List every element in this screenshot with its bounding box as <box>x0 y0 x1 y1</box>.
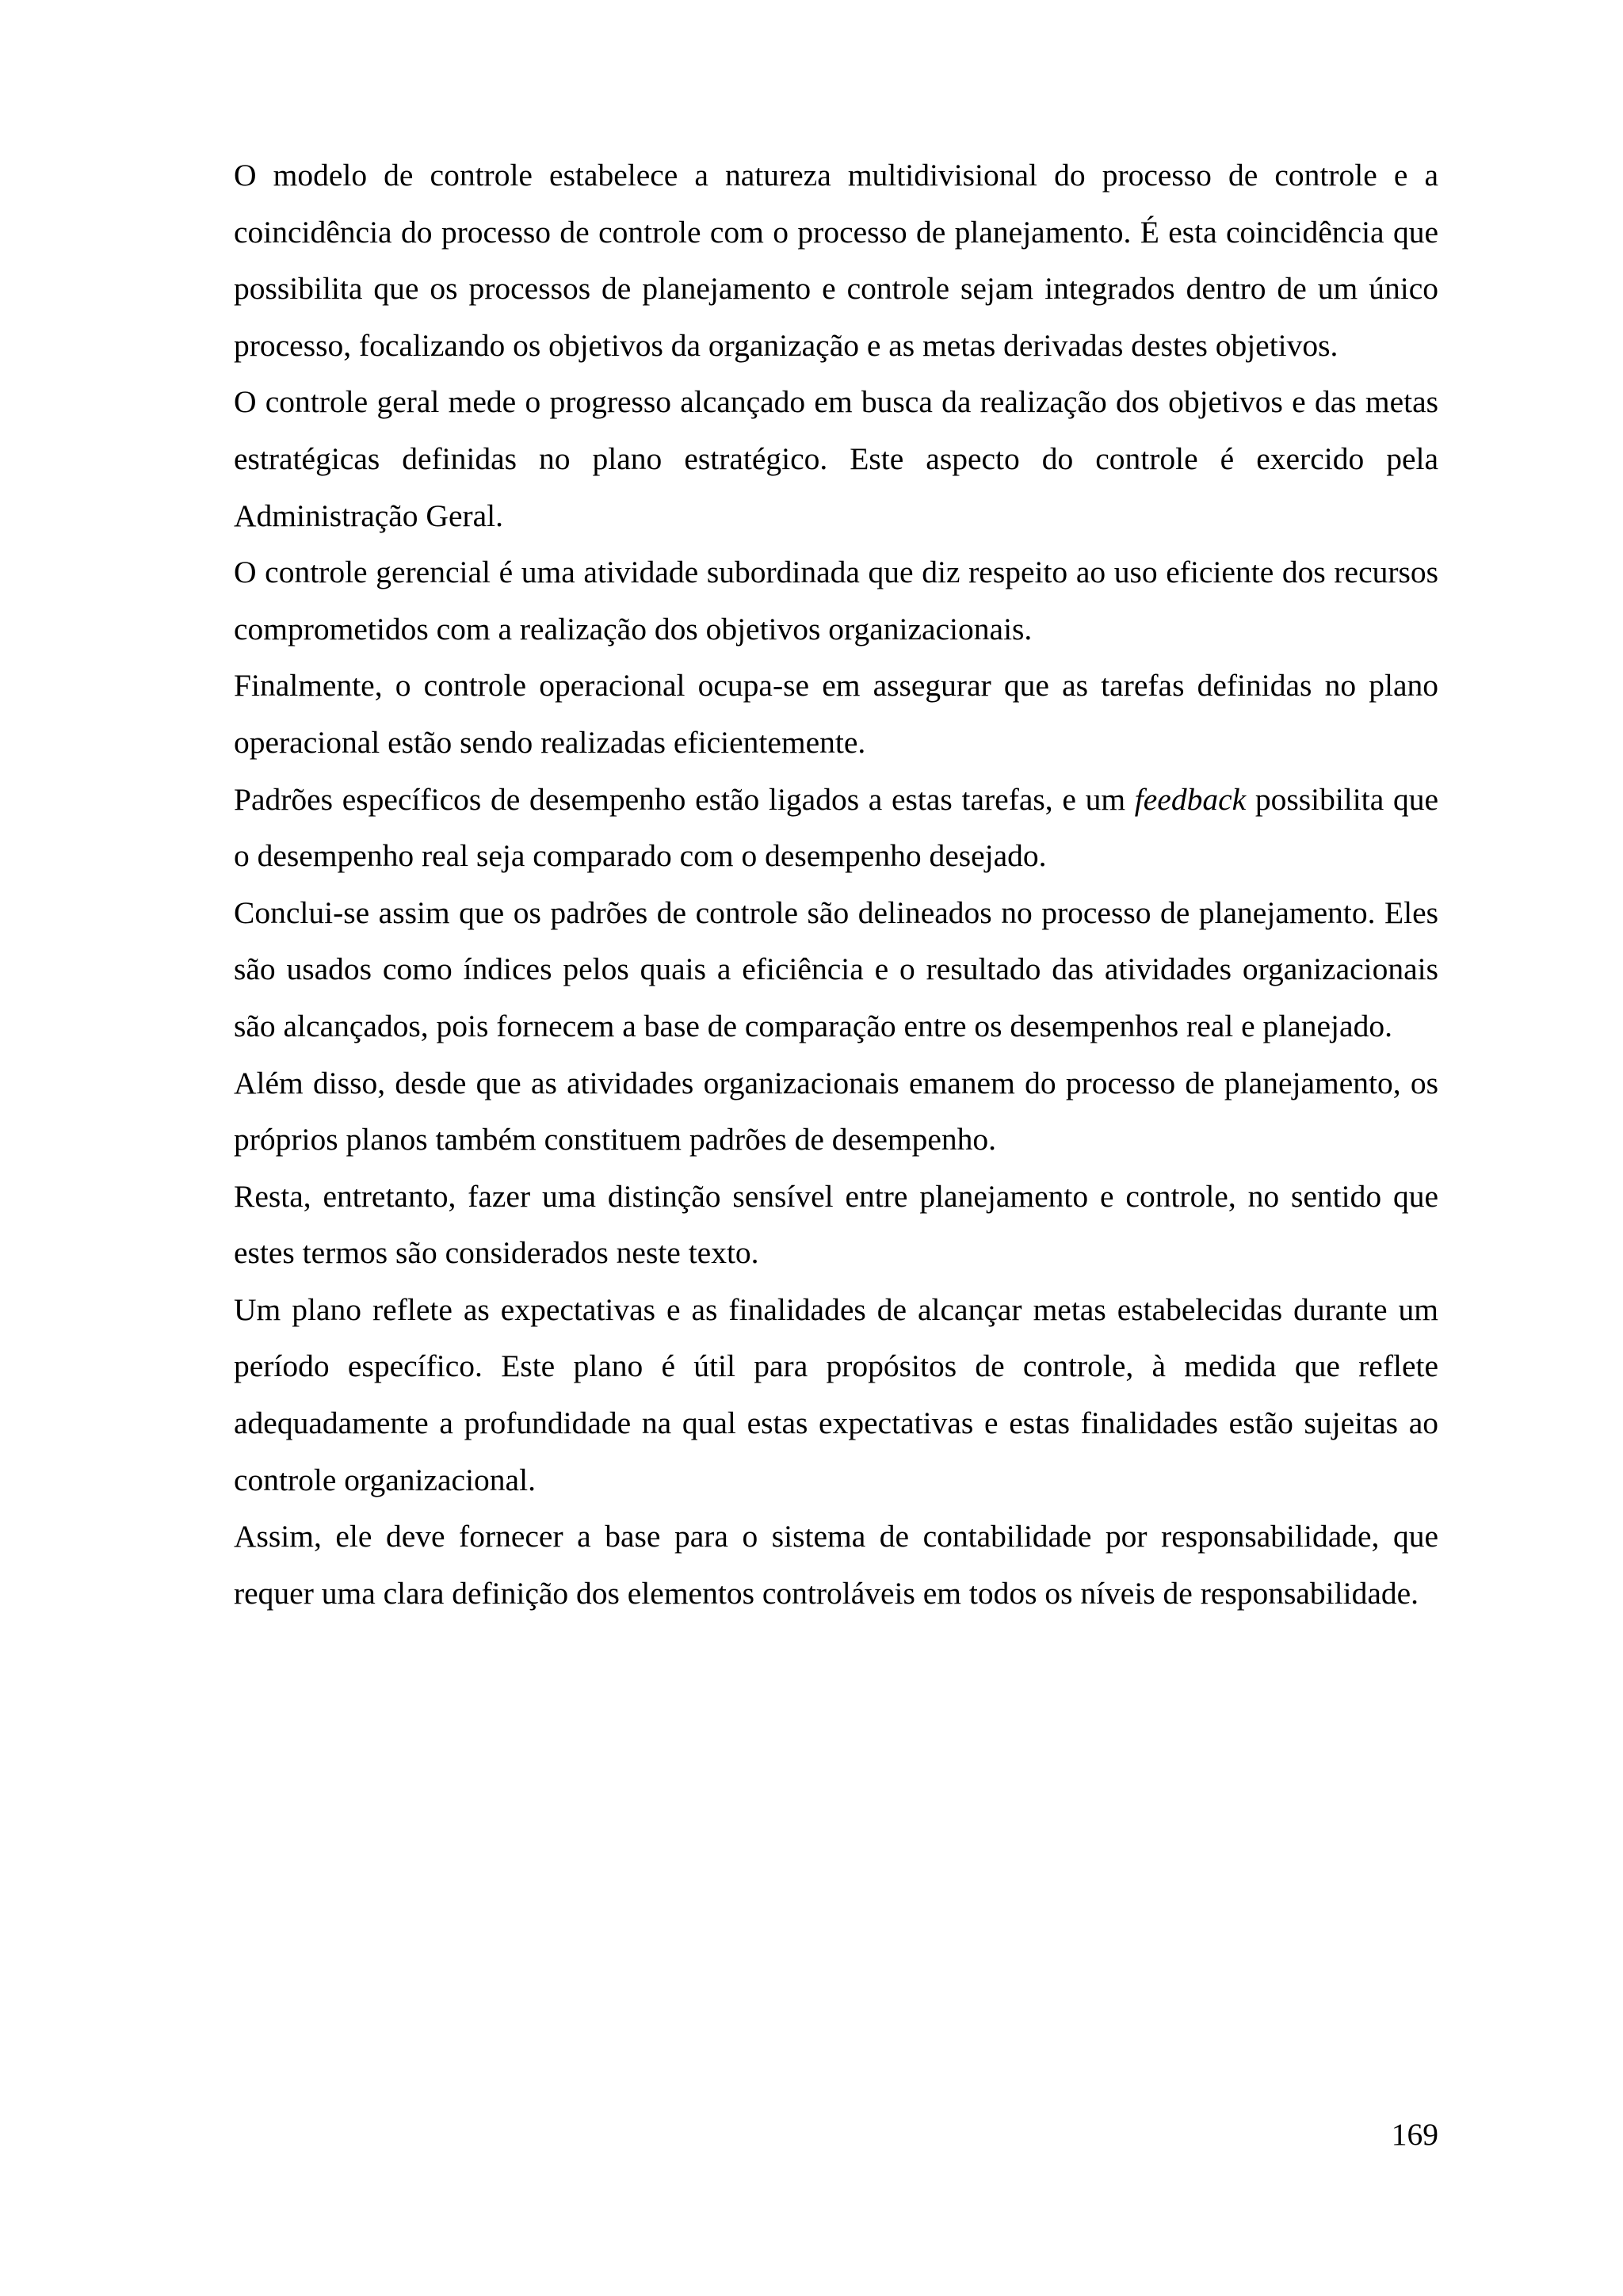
paragraph-text: Finalmente, o controle operacional ocupa-se em assegurar que as tarefas definidas no plano operacional estão sendo realizadas eficientemente. <box>234 668 1438 760</box>
paragraph-text: possibilita que o desempenho real seja comparado com o desempenho desejado. <box>234 781 1438 874</box>
paragraph <box>234 544 1438 658</box>
paragraph <box>234 1169 1438 1282</box>
paragraph-text: Conclui-se assim que os padrões de controle são delineados no processo de planejamento. Eles são usados como índices pelos quais a eficiência e o resultado das atividades organizacionais são alcançados, pois fornecem a base de comparação entre os desempenhos real e planejado. <box>234 894 1438 1043</box>
paragraph <box>234 1055 1438 1169</box>
paragraph <box>234 772 1438 885</box>
paragraph <box>234 1282 1438 1508</box>
paragraph <box>234 658 1438 771</box>
paragraph-text: Resta, entretanto, fazer uma distinção sensível entre planejamento e controle, no sentido que estes termos são considerados neste texto. <box>234 1178 1438 1271</box>
paragraph <box>234 374 1438 544</box>
page-number: 169 <box>1391 2117 1438 2152</box>
italic-term: feedback <box>1134 781 1247 817</box>
paragraph-text: Padrões específicos de desempenho estão ligados a estas tarefas, e um <box>234 781 1135 817</box>
paragraph <box>234 1508 1438 1622</box>
paragraph-text: O controle geral mede o progresso alcançado em busca da realização dos objetivos e das metas estratégicas definidas no plano estratégico. Este aspecto do controle é exercido pela Administração Geral. <box>234 384 1438 533</box>
paragraph-text: Além disso, desde que as atividades organizacionais emanem do processo de planejamento, os próprios planos também constituem padrões de desempenho. <box>234 1065 1438 1158</box>
paragraph <box>234 147 1438 374</box>
paragraph-text: Assim, ele deve fornecer a base para o sistema de contabilidade por responsabilidade, que requer uma clara definição dos elementos controláveis em todos os níveis de responsabilidade. <box>234 1519 1438 1611</box>
paragraph <box>234 885 1438 1055</box>
paragraph-text: Um plano reflete as expectativas e as finalidades de alcançar metas estabelecidas durante um período específico. Este plano é útil para propósitos de controle, à medida que reflete adequadamente a profundidade na qual estas expectativas e estas finalidades estão sujeitas ao controle organizacional. <box>234 1291 1438 1497</box>
body-text <box>234 147 1438 1622</box>
paragraph-text: O controle gerencial é uma atividade subordinada que diz respeito ao uso eficiente dos recursos comprometidos com a realização dos objetivos organizacionais. <box>234 555 1438 646</box>
paragraph-text: O modelo de controle estabelece a natureza multidivisional do processo de controle e a coincidência do processo de controle com o processo de planejamento. É esta coincidência que possibilita que os processos de planejamento e controle sejam integrados dentro de um único processo, focalizando os objetivos da organização e as metas derivadas destes objetivos. <box>234 158 1438 363</box>
